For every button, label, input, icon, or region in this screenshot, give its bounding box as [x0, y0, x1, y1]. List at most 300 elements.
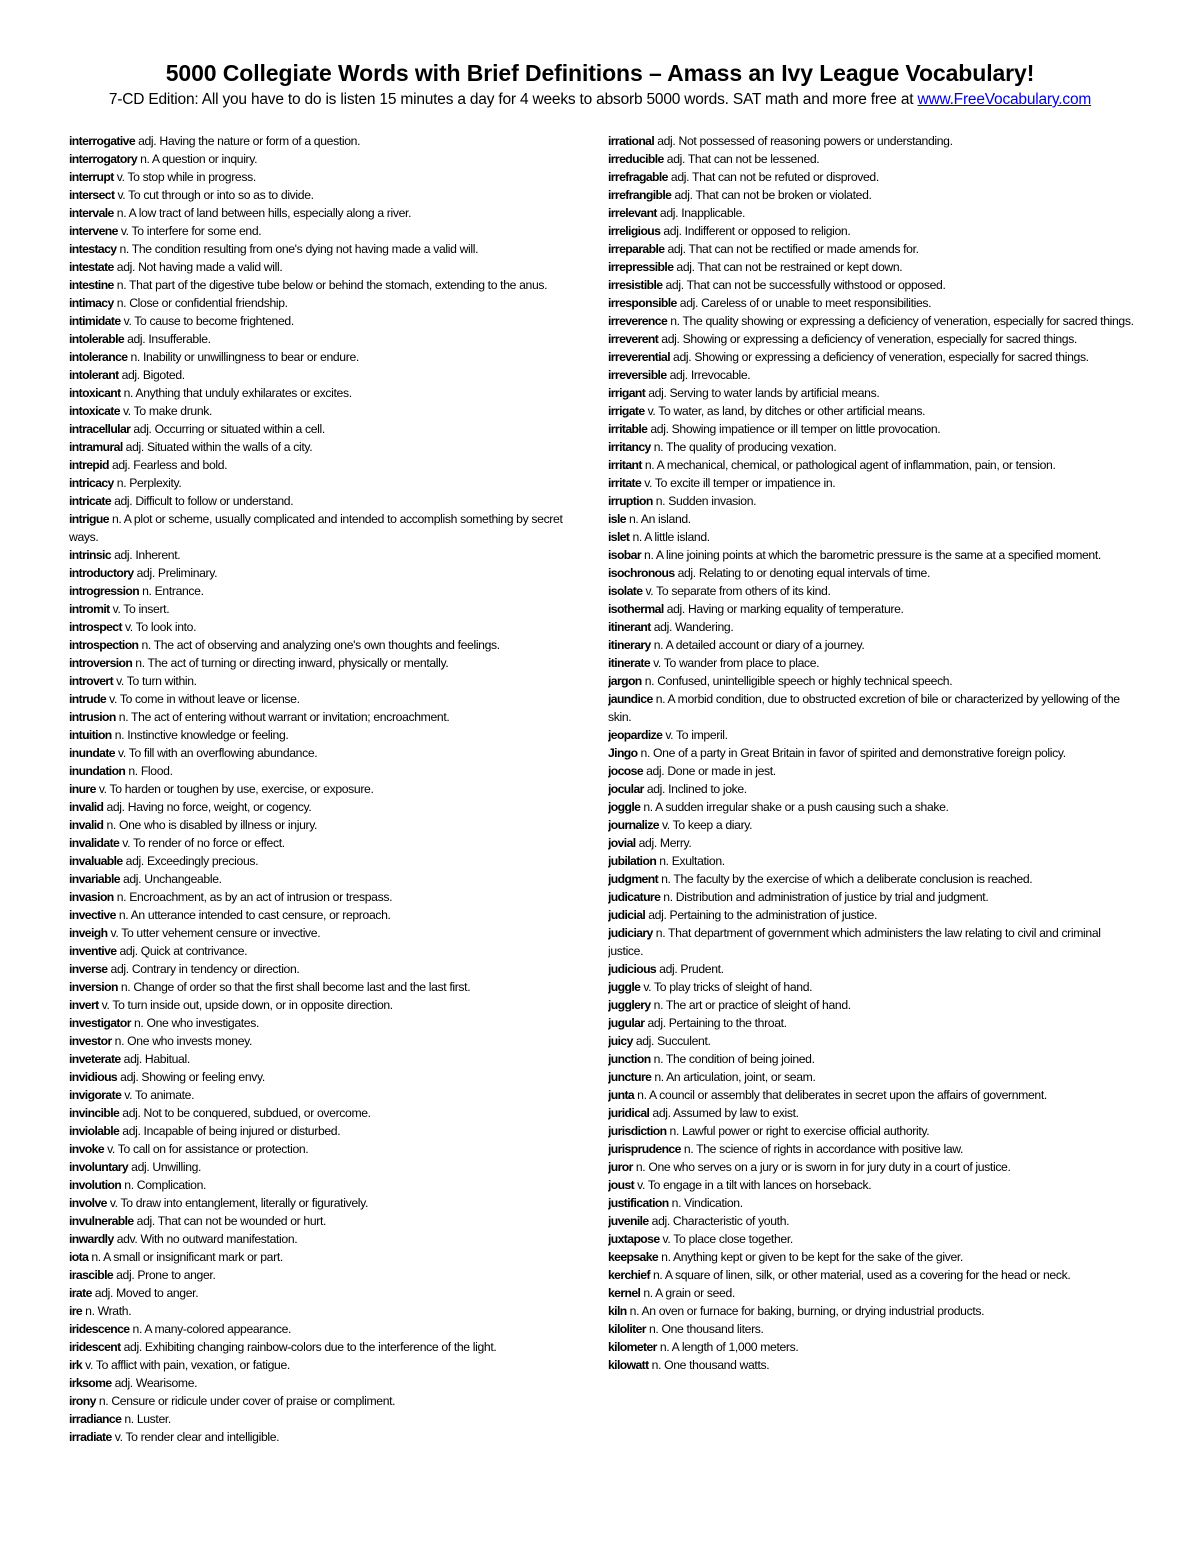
entry-definition: n. Complication. — [124, 1178, 207, 1192]
entry-definition: v. To turn inside out, upside down, or in opposite direction. — [101, 998, 393, 1012]
entry-definition: v. To make drunk. — [122, 404, 213, 418]
dictionary-entry — [608, 1176, 1136, 1194]
dictionary-entry — [69, 222, 587, 240]
entry-word: irreverential — [608, 350, 670, 364]
dictionary-entry — [69, 1086, 587, 1104]
entry-word: inviolable — [69, 1124, 120, 1138]
entry-word: isochronous — [608, 566, 675, 580]
dictionary-entry — [608, 528, 1136, 546]
entry-word: jurisdiction — [608, 1124, 667, 1138]
entry-word: intrigue — [69, 512, 109, 526]
entry-word: involve — [69, 1196, 107, 1210]
dictionary-entry — [608, 330, 1136, 348]
entry-word: introgression — [69, 584, 140, 598]
entry-word: invidious — [69, 1070, 118, 1084]
dictionary-entry — [69, 708, 587, 726]
entry-definition: n. One who serves on a jury or is sworn in for jury duty in a court of justice. — [635, 1160, 1011, 1174]
entry-definition: adj. Wandering. — [653, 620, 734, 634]
dictionary-entry — [608, 1338, 1136, 1356]
dictionary-entry — [69, 1374, 587, 1392]
dictionary-entry — [69, 1014, 587, 1032]
dictionary-entry — [69, 330, 587, 348]
entry-definition: v. To play tricks of sleight of hand. — [643, 980, 813, 994]
entry-definition: v. To cause to become frightened. — [123, 314, 294, 328]
entry-definition: adj. Done or made in jest. — [646, 764, 776, 778]
entry-word: ire — [69, 1304, 83, 1318]
dictionary-entry — [69, 132, 587, 150]
entry-word: intolerance — [69, 350, 128, 364]
entry-word: junta — [608, 1088, 635, 1102]
entry-word: isolate — [608, 584, 643, 598]
dictionary-entry — [608, 1230, 1136, 1248]
dictionary-entry — [608, 1032, 1136, 1050]
entry-word: intrude — [69, 692, 107, 706]
dictionary-entry — [69, 1104, 587, 1122]
entry-word: intimacy — [69, 296, 114, 310]
entry-word: isle — [608, 512, 626, 526]
dictionary-entry — [69, 204, 587, 222]
entry-word: irreverent — [608, 332, 659, 346]
dictionary-entry — [69, 492, 587, 510]
entry-word: introversion — [69, 656, 133, 670]
entry-word: irritate — [608, 476, 642, 490]
entry-word: itinerate — [608, 656, 651, 670]
entry-word: joust — [608, 1178, 635, 1192]
dictionary-entry — [608, 672, 1136, 690]
entry-word: judicature — [608, 890, 661, 904]
entry-word: irreversible — [608, 368, 667, 382]
dictionary-entry — [608, 168, 1136, 186]
entry-word: invulnerable — [69, 1214, 134, 1228]
page-subtitle — [0, 89, 1200, 111]
entry-definition: n. Flood. — [128, 764, 173, 778]
dictionary-entry — [69, 924, 587, 942]
entry-definition: adv. With no outward manifestation. — [116, 1232, 298, 1246]
entry-word: intestacy — [69, 242, 117, 256]
entry-word: invasion — [69, 890, 114, 904]
entry-definition: n. That part of the digestive tube below or behind the stomach, extending to the anus. — [116, 278, 548, 292]
entry-word: judicial — [608, 908, 646, 922]
entry-definition: adj. Inapplicable. — [659, 206, 746, 220]
dictionary-entry — [608, 402, 1136, 420]
dictionary-entry — [608, 1248, 1136, 1266]
entry-definition: n. A question or inquiry. — [140, 152, 258, 166]
entry-definition: v. To harden or toughen by use, exercise, or exposure. — [98, 782, 374, 796]
entry-definition: n. The act of observing and analyzing one's own thoughts and feelings. — [141, 638, 500, 652]
dictionary-entry — [69, 1068, 587, 1086]
dictionary-entry — [608, 1194, 1136, 1212]
entry-word: jurisprudence — [608, 1142, 681, 1156]
entry-definition: adj. That can not be restrained or kept down. — [676, 260, 903, 274]
entry-definition: adj. Situated within the walls of a city. — [125, 440, 313, 454]
entry-definition: n. The science of rights in accordance with positive law. — [683, 1142, 964, 1156]
entry-definition: n. Sudden invasion. — [655, 494, 757, 508]
dictionary-entry — [69, 1320, 587, 1338]
entry-definition: adj. Exceedingly precious. — [125, 854, 259, 868]
entry-definition: adj. Insufferable. — [127, 332, 211, 346]
dictionary-entry — [608, 294, 1136, 312]
entry-definition: n. Change of order so that the first shall become last and the last first. — [120, 980, 471, 994]
dictionary-entry — [608, 438, 1136, 456]
entry-word: inventive — [69, 944, 117, 958]
dictionary-entry — [69, 168, 587, 186]
entry-word: jeopardize — [608, 728, 663, 742]
entry-word: inure — [69, 782, 96, 796]
dictionary-entry — [608, 366, 1136, 384]
entry-definition: n. An utterance intended to cast censure, or reproach. — [118, 908, 391, 922]
entry-word: jaundice — [608, 692, 653, 706]
entry-word: justification — [608, 1196, 669, 1210]
dictionary-entry — [608, 204, 1136, 222]
dictionary-entry — [608, 726, 1136, 744]
dictionary-entry — [69, 258, 587, 276]
entry-definition: adj. Wearisome. — [114, 1376, 198, 1390]
entry-definition: n. A square of linen, silk, or other material, used as a covering for the head or neck. — [653, 1268, 1071, 1282]
entry-word: junction — [608, 1052, 651, 1066]
entry-definition: v. To separate from others of its kind. — [645, 584, 831, 598]
dictionary-entry — [69, 798, 587, 816]
dictionary-entry — [608, 312, 1136, 330]
entry-definition: n. A low tract of land between hills, especially along a river. — [116, 206, 412, 220]
dictionary-entry — [69, 1194, 587, 1212]
entry-word: irrigate — [608, 404, 645, 418]
entry-word: irrelevant — [608, 206, 657, 220]
dictionary-entry — [69, 420, 587, 438]
entry-word: intoxicate — [69, 404, 120, 418]
dictionary-entry — [69, 1212, 587, 1230]
entry-definition: n. The act of turning or directing inward, physically or mentally. — [135, 656, 449, 670]
dictionary-entry — [69, 654, 587, 672]
entry-word: kerchief — [608, 1268, 650, 1282]
dictionary-entry — [608, 456, 1136, 474]
entry-word: irrefrangible — [608, 188, 672, 202]
entry-definition: n. Anything kept or given to be kept for the sake of the giver. — [661, 1250, 963, 1264]
dictionary-entry — [608, 582, 1136, 600]
dictionary-entry — [69, 474, 587, 492]
entry-word: interrogative — [69, 134, 136, 148]
entry-definition: adj. Pertaining to the administration of justice. — [648, 908, 878, 922]
dictionary-entry — [608, 888, 1136, 906]
dictionary-entry — [69, 672, 587, 690]
dictionary-entry — [69, 294, 587, 312]
entry-word: introspect — [69, 620, 122, 634]
dictionary-entry — [608, 924, 1136, 960]
dictionary-entry — [608, 636, 1136, 654]
entry-definition: n. An articulation, joint, or seam. — [654, 1070, 816, 1084]
dictionary-entry — [69, 600, 587, 618]
dictionary-entry — [608, 1086, 1136, 1104]
entry-word: keepsake — [608, 1250, 659, 1264]
dictionary-entry — [69, 1050, 587, 1068]
entry-word: inverse — [69, 962, 108, 976]
entry-definition: v. To come in without leave or license. — [109, 692, 300, 706]
dictionary-entry — [608, 1140, 1136, 1158]
entry-definition: adj. Irrevocable. — [669, 368, 751, 382]
dictionary-entry — [69, 276, 587, 294]
entry-word: inveigh — [69, 926, 108, 940]
dictionary-entry — [608, 1122, 1136, 1140]
entry-definition: n. Encroachment, as by an act of intrusion or trespass. — [116, 890, 393, 904]
entry-definition: adj. Inclined to joke. — [646, 782, 747, 796]
entry-definition: n. The condition of being joined. — [653, 1052, 815, 1066]
entry-word: intimidate — [69, 314, 121, 328]
entry-definition: adj. Difficult to follow or understand. — [114, 494, 294, 508]
entry-word: invaluable — [69, 854, 123, 868]
dictionary-entry — [69, 960, 587, 978]
entry-definition: n. Inability or unwillingness to bear or endure. — [130, 350, 359, 364]
entry-definition: adj. Fearless and bold. — [111, 458, 228, 472]
dictionary-entry — [608, 564, 1136, 582]
dictionary-entry — [608, 1158, 1136, 1176]
entry-definition: n. Instinctive knowledge or feeling. — [114, 728, 289, 742]
entry-definition: n. A many-colored appearance. — [132, 1322, 292, 1336]
entry-word: irreducible — [608, 152, 664, 166]
dictionary-entry — [69, 942, 587, 960]
entry-word: irradiance — [69, 1412, 122, 1426]
dictionary-entry — [608, 870, 1136, 888]
entry-definition: v. To animate. — [124, 1088, 195, 1102]
entry-definition: adj. That can not be lessened. — [666, 152, 820, 166]
entry-definition: adj. Relating to or denoting equal intervals of time. — [677, 566, 931, 580]
dictionary-entry — [69, 1302, 587, 1320]
entry-definition: adj. Succulent. — [635, 1034, 711, 1048]
entry-word: intestine — [69, 278, 114, 292]
dictionary-entry — [69, 978, 587, 996]
entry-word: jargon — [608, 674, 642, 688]
dictionary-entry — [608, 1014, 1136, 1032]
dictionary-entry — [608, 780, 1136, 798]
entry-word: kernel — [608, 1286, 641, 1300]
dictionary-entry — [608, 618, 1136, 636]
entry-definition: n. One who investigates. — [133, 1016, 259, 1030]
entry-definition: n. A small or insignificant mark or part. — [91, 1250, 283, 1264]
dictionary-entry — [69, 870, 587, 888]
entry-definition: adj. Occurring or situated within a cell. — [133, 422, 325, 436]
entry-definition: n. Perplexity. — [116, 476, 182, 490]
entry-definition: n. Luster. — [124, 1412, 171, 1426]
entry-definition: v. To water, as land, by ditches or other artificial means. — [647, 404, 926, 418]
dictionary-entry — [69, 816, 587, 834]
entry-word: inundation — [69, 764, 126, 778]
entry-definition: v. To insert. — [112, 602, 170, 616]
entry-definition: n. Distribution and administration of justice by trial and judgment. — [663, 890, 989, 904]
dictionary-entry — [69, 186, 587, 204]
entry-word: jugglery — [608, 998, 651, 1012]
right-column — [608, 132, 1136, 1545]
entry-word: jocose — [608, 764, 644, 778]
dictionary-entry — [69, 726, 587, 744]
entry-definition: n. A mechanical, chemical, or pathological agent of inflammation, pain, or tension. — [644, 458, 1056, 472]
entry-word: invincible — [69, 1106, 120, 1120]
entry-definition: n. One thousand liters. — [649, 1322, 764, 1336]
dictionary-entry — [608, 240, 1136, 258]
entry-word: irrepressible — [608, 260, 674, 274]
dictionary-entry — [608, 546, 1136, 564]
entry-word: invigorate — [69, 1088, 122, 1102]
entry-word: intuition — [69, 728, 112, 742]
entry-word: irresistible — [608, 278, 663, 292]
entry-word: kiln — [608, 1304, 627, 1318]
entry-definition: n. One who invests money. — [114, 1034, 253, 1048]
dictionary-entry — [608, 690, 1136, 726]
entry-word: itinerant — [608, 620, 651, 634]
entry-word: involuntary — [69, 1160, 129, 1174]
entry-definition: adj. Habitual. — [123, 1052, 190, 1066]
dictionary-entry — [608, 186, 1136, 204]
dictionary-entry — [608, 978, 1136, 996]
dictionary-entry — [69, 150, 587, 168]
entry-definition: adj. That can not be rectified or made amends for. — [667, 242, 919, 256]
entry-word: inveterate — [69, 1052, 121, 1066]
entry-word: judgment — [608, 872, 659, 886]
entry-word: invalidate — [69, 836, 120, 850]
entry-word: joggle — [608, 800, 641, 814]
entry-word: irascible — [69, 1268, 114, 1282]
entry-definition: adj. Quick at contrivance. — [119, 944, 248, 958]
entry-word: intramural — [69, 440, 123, 454]
entry-definition: adj. Bigoted. — [121, 368, 185, 382]
site-link[interactable]: www.FreeVocabulary.com — [917, 91, 1092, 108]
entry-word: jocular — [608, 782, 644, 796]
dictionary-entry — [69, 1248, 587, 1266]
dictionary-entry — [69, 906, 587, 924]
entry-definition: v. To place close together. — [662, 1232, 793, 1246]
dictionary-entry — [69, 1176, 587, 1194]
entry-definition: v. To draw into entanglement, literally or figuratively. — [109, 1196, 368, 1210]
entry-word: intolerable — [69, 332, 125, 346]
entry-word: irony — [69, 1394, 96, 1408]
dictionary-entry — [608, 1050, 1136, 1068]
subtitle-text: 7-CD Edition: All you have to do is listen 15 minutes a day for 4 weeks to absorb 5000 words. SAT math and more free at — [108, 91, 918, 108]
dictionary-entry — [69, 618, 587, 636]
entry-definition: n. A grain or seed. — [643, 1286, 735, 1300]
entry-definition: v. To render clear and intelligible. — [114, 1430, 280, 1444]
entry-word: kiloliter — [608, 1322, 646, 1336]
entry-word: irreligious — [608, 224, 661, 238]
dictionary-entry — [608, 1302, 1136, 1320]
entry-word: irruption — [608, 494, 653, 508]
entry-definition: v. To imperil. — [665, 728, 728, 742]
entry-definition: adj. Exhibiting changing rainbow-colors due to the interference of the light. — [123, 1340, 497, 1354]
entry-word: jovial — [608, 836, 636, 850]
entry-definition: adj. Having or marking equality of temperature. — [666, 602, 904, 616]
dictionary-entry — [69, 1122, 587, 1140]
left-column — [69, 132, 587, 1545]
entry-definition: v. To keep a diary. — [661, 818, 753, 832]
entry-definition: n. A length of 1,000 meters. — [659, 1340, 799, 1354]
dictionary-entry — [69, 744, 587, 762]
entry-definition: v. To render of no force or effect. — [122, 836, 285, 850]
dictionary-entry — [608, 1320, 1136, 1338]
entry-definition: v. To engage in a tilt with lances on horseback. — [637, 1178, 872, 1192]
dictionary-entry — [608, 492, 1136, 510]
dictionary-entry — [608, 816, 1136, 834]
dictionary-entry — [69, 1230, 587, 1248]
entry-definition: adj. Pertaining to the throat. — [647, 1016, 787, 1030]
entry-word: juxtapose — [608, 1232, 660, 1246]
entry-word: irritable — [608, 422, 648, 436]
entry-word: irrigant — [608, 386, 646, 400]
entry-definition: adj. Careless of or unable to meet responsibilities. — [679, 296, 932, 310]
dictionary-entry — [69, 564, 587, 582]
dictionary-entry — [69, 1284, 587, 1302]
entry-word: iridescent — [69, 1340, 121, 1354]
entry-word: interrogatory — [69, 152, 138, 166]
entry-word: intersect — [69, 188, 115, 202]
dictionary-entry — [69, 888, 587, 906]
dictionary-entry — [69, 636, 587, 654]
dictionary-entry — [608, 510, 1136, 528]
entry-word: intervale — [69, 206, 114, 220]
dictionary-entry — [69, 1356, 587, 1374]
dictionary-entry — [69, 1338, 587, 1356]
page-title: 5000 Collegiate Words with Brief Definitions – Amass an Ivy League Vocabulary! — [165, 60, 1035, 86]
entry-word: irate — [69, 1286, 92, 1300]
dictionary-entry — [69, 240, 587, 258]
entry-definition: n. Anything that unduly exhilarates or excites. — [123, 386, 352, 400]
dictionary-entry — [608, 258, 1136, 276]
entry-word: judicious — [608, 962, 657, 976]
entry-definition: n. Vindication. — [671, 1196, 743, 1210]
entry-definition: n. A morbid condition, due to obstructed excretion of bile or characterized by yellowing of the skin. — [608, 692, 1120, 724]
entry-definition: adj. Inherent. — [114, 548, 181, 562]
entry-definition: adj. Showing or expressing a deficiency of veneration, especially for sacred things. — [661, 332, 1077, 346]
entry-definition: n. One thousand watts. — [651, 1358, 770, 1372]
entry-definition: adj. That can not be successfully withstood or opposed. — [665, 278, 946, 292]
entry-definition: n. Confused, unintelligible speech or highly technical speech. — [644, 674, 953, 688]
entry-word: irrefragable — [608, 170, 668, 184]
entry-definition: n. The act of entering without warrant or invitation; encroachment. — [118, 710, 450, 724]
dictionary-entry — [608, 852, 1136, 870]
entry-word: invective — [69, 908, 116, 922]
entry-word: intricacy — [69, 476, 114, 490]
entry-word: Jingo — [608, 746, 638, 760]
entry-word: juvenile — [608, 1214, 649, 1228]
entry-word: irksome — [69, 1376, 112, 1390]
entry-word: juror — [608, 1160, 633, 1174]
entry-word: investigator — [69, 1016, 131, 1030]
entry-word: invalid — [69, 800, 104, 814]
entry-word: involution — [69, 1178, 122, 1192]
dictionary-entry — [69, 402, 587, 420]
entry-definition: adj. Serving to water lands by artificial means. — [648, 386, 880, 400]
entry-definition: n. That department of government which administers the law relating to civil and criminal justice. — [608, 926, 1101, 958]
entry-definition: n. The quality of producing vexation. — [653, 440, 837, 454]
dictionary-entry — [69, 438, 587, 456]
dictionary-entry — [608, 384, 1136, 402]
entry-definition: n. The condition resulting from one's dying not having made a valid will. — [119, 242, 479, 256]
entry-definition: adj. Showing or feeling envy. — [120, 1070, 265, 1084]
entry-word: intromit — [69, 602, 110, 616]
entry-word: juggle — [608, 980, 641, 994]
entry-word: intrusion — [69, 710, 116, 724]
dictionary-entry — [608, 420, 1136, 438]
entry-definition: v. To turn within. — [116, 674, 197, 688]
entry-definition: n. A sudden irregular shake or a push causing such a shake. — [643, 800, 949, 814]
dictionary-entry — [69, 384, 587, 402]
entry-definition: adj. Characteristic of youth. — [651, 1214, 790, 1228]
dictionary-entry — [608, 474, 1136, 492]
dictionary-entry — [608, 348, 1136, 366]
entry-definition: adj. Indifferent or opposed to religion. — [663, 224, 851, 238]
entry-word: invariable — [69, 872, 120, 886]
dictionary-entry — [608, 222, 1136, 240]
entry-word: irritancy — [608, 440, 651, 454]
entry-definition: adj. Prudent. — [659, 962, 724, 976]
dictionary-entry — [608, 1284, 1136, 1302]
entry-word: journalize — [608, 818, 659, 832]
entry-word: irk — [69, 1358, 83, 1372]
